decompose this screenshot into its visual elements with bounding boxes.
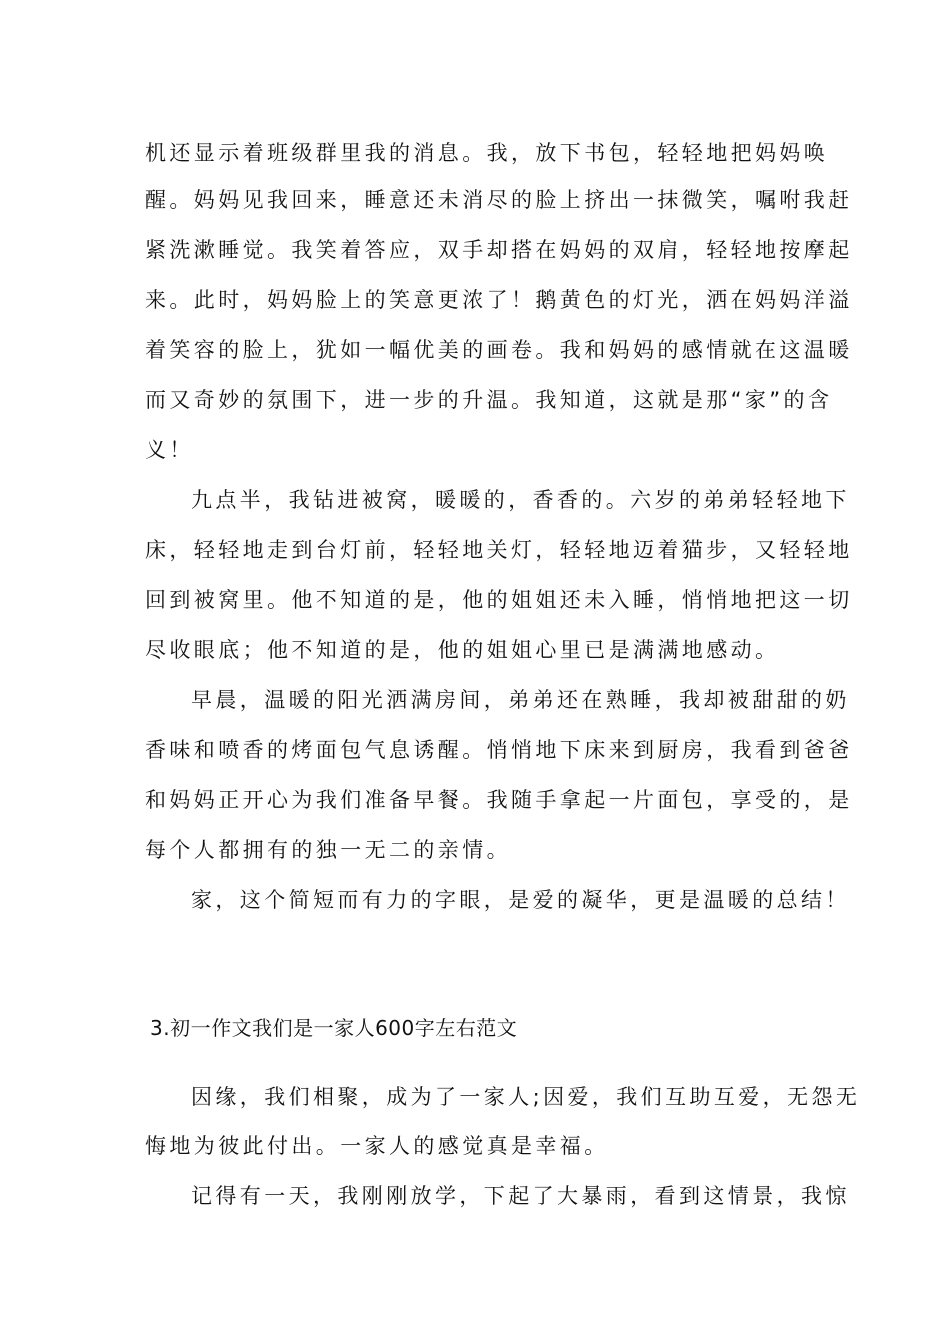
paragraph-2-line-2: 床，轻轻地走到台灯前，轻轻地关灯，轻轻地迈着猫步，又轻轻地	[145, 538, 853, 562]
section-paragraph-2-line-1: 记得有一天，我刚刚放学，下起了大暴雨，看到这情景，我惊	[191, 1184, 850, 1208]
paragraph-1-line-4: 来。此时，妈妈脸上的笑意更浓了！鹅黄色的灯光，洒在妈妈洋溢	[145, 288, 853, 312]
paragraph-3-line-4: 每个人都拥有的独一无二的亲情。	[145, 838, 511, 862]
paragraph-3-line-2: 香味和喷香的烤面包气息诱醒。悄悄地下床来到厨房，我看到爸爸	[145, 738, 853, 762]
section-paragraph-1-line-1: 因缘，我们相聚，成为了一家人;因爱，我们互助互爱，无怨无	[191, 1085, 861, 1109]
paragraph-1-line-7: 义！	[145, 438, 194, 462]
paragraph-1-line-1: 机还显示着班级群里我的消息。我，放下书包，轻轻地把妈妈唤	[145, 141, 829, 165]
paragraph-1-line-2: 醒。妈妈见我回来，睡意还未消尽的脸上挤出一抹微笑，嘱咐我赶	[145, 188, 853, 212]
paragraph-1-line-6: 而又奇妙的氛围下，进一步的升温。我知道，这就是那“家”的含	[145, 388, 833, 412]
paragraph-3-line-1: 早晨，温暖的阳光洒满房间，弟弟还在熟睡，我却被甜甜的奶	[191, 688, 850, 712]
section-paragraph-1-line-2: 悔地为彼此付出。一家人的感觉真是幸福。	[145, 1134, 609, 1158]
paragraph-2-line-3: 回到被窝里。他不知道的是，他的姐姐还未入睡，悄悄地把这一切	[145, 588, 853, 612]
paragraph-2-line-1: 九点半，我钻进被窝，暖暖的，香香的。六岁的弟弟轻轻地下	[191, 488, 850, 512]
paragraph-2-line-4: 尽收眼底；他不知道的是，他的姐姐心里已是满满地感动。	[145, 638, 780, 662]
paragraph-1-line-3: 紧洗漱睡觉。我笑着答应，双手却搭在妈妈的双肩，轻轻地按摩起	[145, 238, 853, 262]
paragraph-4-line-1: 家，这个简短而有力的字眼，是爱的凝华，更是温暖的总结！	[191, 888, 850, 912]
paragraph-1-line-5: 着笑容的脸上，犹如一幅优美的画卷。我和妈妈的感情就在这温暖	[145, 338, 853, 362]
section-heading: 3.初一作文我们是一家人600字左右范文	[150, 1016, 518, 1040]
paragraph-3-line-3: 和妈妈正开心为我们准备早餐。我随手拿起一片面包，享受的，是	[145, 788, 853, 812]
